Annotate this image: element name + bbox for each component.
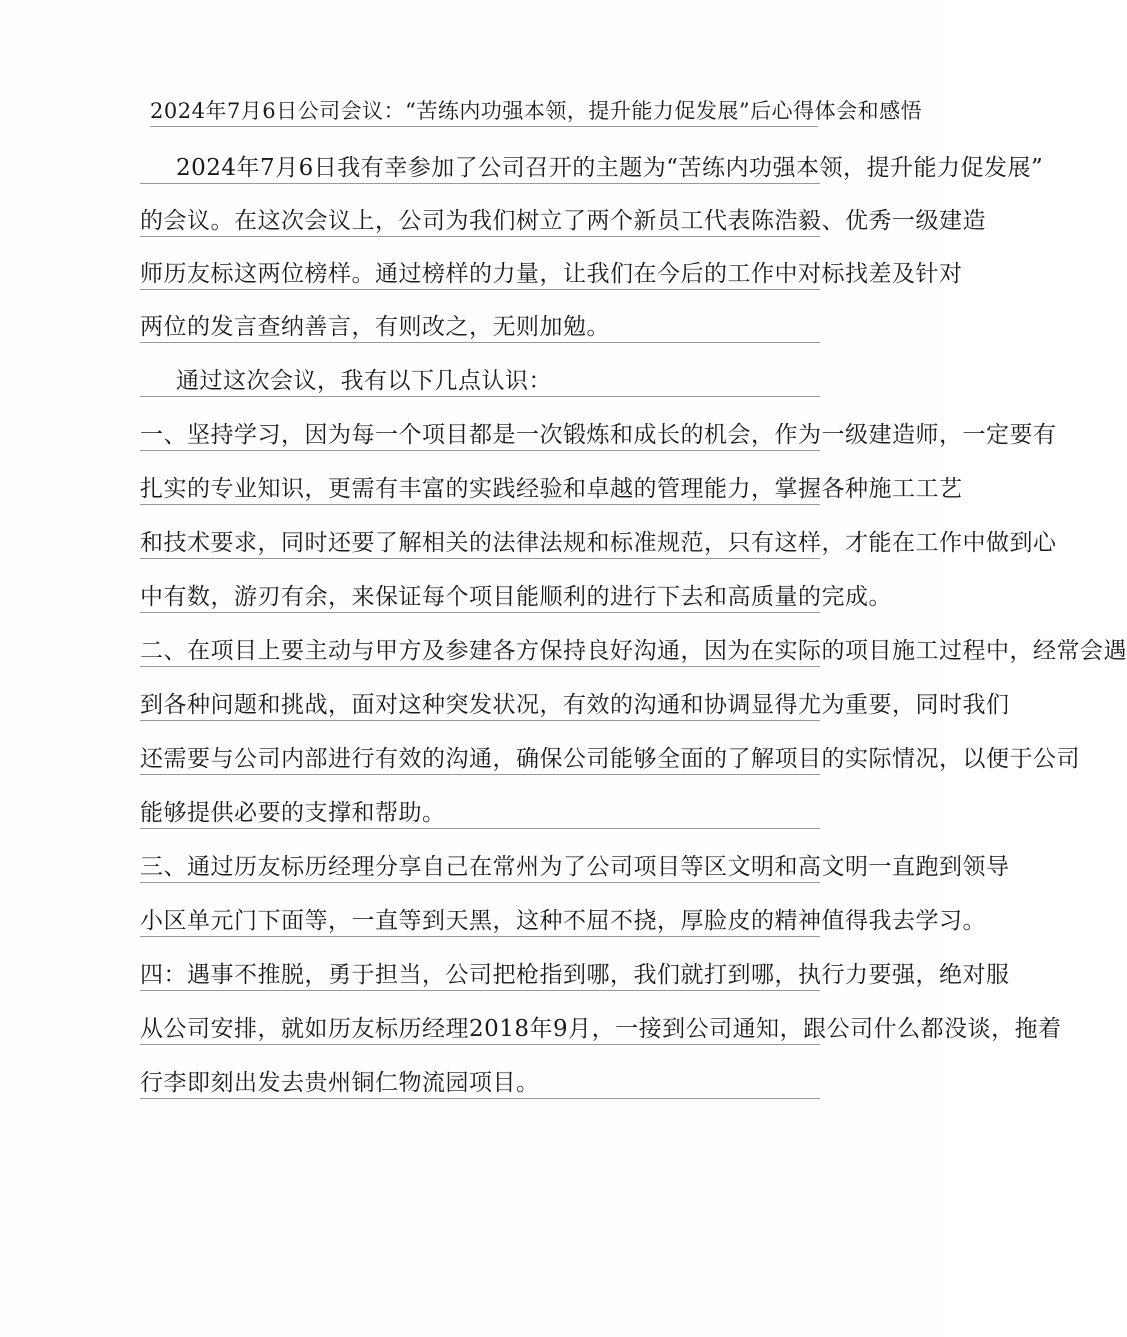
text-line: 四：遇事不推脱，勇于担当，公司把枪指到哪，我们就打到哪，执行力要强，绝对服 — [140, 960, 820, 991]
text-line: 行李即刻出发去贵州铜仁物流园项目。 — [140, 1068, 820, 1099]
essay-title: 2024年7月6日公司会议：“苦练内功强本领，提升能力促发展”后心得体会和感悟 — [150, 96, 818, 127]
text-line: 到各种问题和挑战，面对这种突发状况，有效的沟通和协调显得尤为重要，同时我们 — [140, 690, 820, 721]
text-line: 师历友标这两位榜样。通过榜样的力量，让我们在今后的工作中对标找差及针对 — [140, 259, 820, 290]
text-line: 中有数，游刃有余，来保证每个项目能顺利的进行下去和高质量的完成。 — [140, 582, 820, 613]
text-line: 两位的发言查纳善言，有则改之，无则加勉。 — [140, 312, 820, 343]
text-line: 还需要与公司内部进行有效的沟通，确保公司能够全面的了解项目的实际情况，以便于公司 — [140, 744, 820, 775]
text-line: 小区单元门下面等，一直等到天黑，这种不屈不挠，厚脸皮的精神值得我去学习。 — [140, 906, 820, 937]
text-line: 通过这次会议，我有以下几点认识： — [140, 366, 820, 397]
text-line: 和技术要求，同时还要了解相关的法律法规和标准规范，只有这样，才能在工作中做到心 — [140, 528, 820, 559]
text-line: 从公司安排，就如历友标历经理2018年9月，一接到公司通知，跟公司什么都没谈，拖着 — [140, 1014, 820, 1045]
text-line: 三、通过历友标历经理分享自己在常州为了公司项目等区文明和高文明一直跑到领导 — [140, 852, 820, 883]
text-line: 的会议。在这次会议上，公司为我们树立了两个新员工代表陈浩毅、优秀一级建造 — [140, 206, 820, 237]
text-line: 二、在项目上要主动与甲方及参建各方保持良好沟通，因为在实际的项目施工过程中，经常会遇 — [140, 636, 820, 667]
text-line: 2024年7月6日我有幸参加了公司召开的主题为“苦练内功强本领，提升能力促发展” — [140, 153, 820, 184]
text-line: 扎实的专业知识，更需有丰富的实践经验和卓越的管理能力，掌握各种施工工艺 — [140, 474, 820, 505]
text-line: 一、坚持学习，因为每一个项目都是一次锻炼和成长的机会，作为一级建造师，一定要有 — [140, 420, 820, 451]
text-line: 能够提供必要的支撑和帮助。 — [140, 798, 820, 829]
